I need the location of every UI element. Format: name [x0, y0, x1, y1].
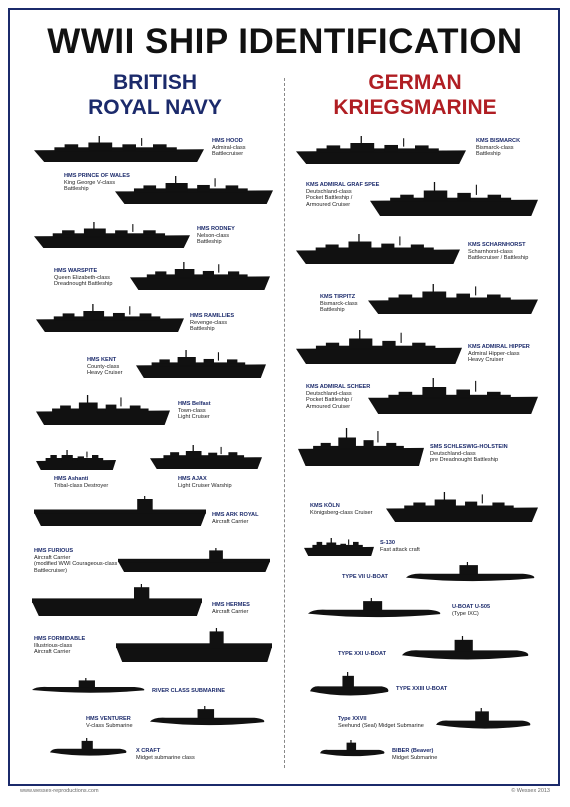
british-ship-silhouette — [36, 395, 170, 425]
ship-name: RIVER CLASS SUBMARINE — [152, 688, 226, 694]
poster-title: WWII SHIP IDENTIFICATION — [47, 22, 523, 61]
german-ship-label — [342, 574, 437, 581]
ship-class: V-class Submarine — [86, 722, 133, 729]
german-ship-label — [306, 182, 401, 208]
ship-class: Battleship — [476, 151, 501, 158]
ship-class: Illustrious-class — [34, 642, 73, 649]
ship-class: Pocket Battleship / — [306, 397, 353, 404]
german-ship-silhouette — [308, 672, 390, 704]
german-ship-label — [310, 503, 405, 516]
german-heading: GERMAN KRIEGSMARINE — [333, 71, 497, 119]
ship-name: HMS AJAX — [178, 476, 207, 482]
british-ship-label — [197, 226, 292, 246]
british-ship-label — [152, 688, 247, 695]
german-ship-label — [468, 242, 563, 262]
ship-name: KMS KÖLN — [310, 503, 340, 509]
ship-name: HMS RODNEY — [197, 226, 235, 232]
german-ship-label — [468, 344, 563, 364]
column-divider — [284, 78, 285, 768]
british-ship-silhouette — [36, 304, 184, 332]
british-ship-silhouette — [118, 548, 270, 572]
ship-class: Bismarck-class — [476, 144, 514, 151]
ship-name: TYPE XXI U-BOAT — [338, 651, 387, 657]
ship-name: TYPE XXIII U-BOAT — [396, 686, 448, 692]
british-ship-label — [34, 548, 129, 574]
ship-class: Aircraft Carrier — [212, 608, 249, 615]
ship-class: King George V-class — [64, 179, 115, 186]
british-ship-silhouette — [130, 262, 270, 290]
german-ship-label — [430, 444, 525, 464]
ship-class: Tribal-class Destroyer — [54, 482, 109, 489]
ship-class: Pocket Battleship / — [306, 195, 353, 202]
ship-class: Admiral Hipper-class — [468, 350, 520, 357]
british-ship-silhouette — [116, 628, 272, 662]
british-ship-label — [178, 401, 273, 421]
german-ship-label — [380, 540, 475, 553]
british-ship-silhouette — [34, 496, 206, 526]
ship-name: HMS HOOD — [212, 138, 243, 144]
german-ship-silhouette — [298, 428, 424, 466]
german-ship-label — [338, 651, 433, 658]
ship-class: (Type IXC) — [452, 610, 479, 617]
ship-class: Armoured Cruiser — [306, 403, 351, 410]
ship-name: HMS FURIOUS — [34, 548, 74, 554]
ship-class: Königsberg-class Cruiser — [310, 509, 373, 516]
british-ship-label — [212, 512, 307, 525]
british-ship-label — [87, 357, 182, 377]
ship-name: KMS ADMIRAL HIPPER — [468, 344, 530, 350]
ship-class: Battleship — [64, 186, 89, 193]
ship-name: SMS SCHLESWIG-HOLSTEIN — [430, 444, 508, 450]
ship-class: Battleship — [197, 239, 222, 246]
ship-class: Battlecruiser) — [34, 567, 67, 574]
ship-class: Midget Submarine — [392, 754, 438, 761]
ship-name: HMS HERMES — [212, 602, 250, 608]
ship-class: Revenge-class — [190, 319, 227, 326]
ship-name: KMS ADMIRAL GRAF SPEE — [306, 182, 380, 188]
ship-name: Type XXVII — [338, 716, 367, 722]
british-ship-label — [54, 268, 149, 288]
ship-class: Battlecruiser / Battleship — [468, 255, 529, 262]
german-ship-silhouette — [306, 598, 442, 624]
british-ship-label — [64, 173, 159, 193]
ship-name: HMS FORMIDABLE — [34, 636, 86, 642]
german-ship-silhouette — [296, 136, 466, 164]
ship-class: Deutschland-class — [306, 188, 352, 195]
german-ship-silhouette — [296, 330, 462, 364]
ship-name: U-BOAT U-505 — [452, 604, 491, 610]
german-ship-silhouette — [434, 708, 532, 736]
ship-name: HMS WARSPITE — [54, 268, 98, 274]
british-ship-label — [34, 636, 129, 656]
ship-class: Bismarck-class — [320, 300, 358, 307]
ship-class: Deutschland-class — [430, 450, 476, 457]
ship-name: KMS BISMARCK — [476, 138, 521, 144]
ship-name: X CRAFT — [136, 748, 161, 754]
german-ship-label — [392, 748, 487, 761]
british-ship-silhouette — [48, 738, 128, 762]
ship-class: Deutschland-class — [306, 390, 352, 397]
british-ship-silhouette — [32, 584, 202, 616]
ship-class: Light Cruiser Warship — [178, 482, 232, 489]
ship-class: Heavy Cruiser — [87, 370, 123, 377]
british-ship-silhouette — [34, 222, 190, 248]
ship-name: HMS RAMILLIES — [190, 313, 235, 319]
ship-name: HMS Belfast — [178, 401, 211, 407]
ship-class: Battlecruiser — [212, 151, 244, 158]
british-ship-label — [212, 602, 307, 615]
ship-class: Admiral-class — [212, 144, 246, 151]
ship-class: Town-class — [178, 407, 206, 414]
ship-class: Nelson-class — [197, 232, 230, 239]
ship-class: Dreadnought Battleship — [54, 281, 113, 288]
ship-class: Aircraft Carrier — [212, 518, 249, 525]
ship-class: Armoured Cruiser — [306, 201, 351, 208]
german-ship-label — [396, 686, 491, 693]
ship-class: County-class — [87, 363, 120, 370]
british-ship-label — [86, 716, 181, 729]
ship-name: BIBER (Beaver) — [392, 748, 434, 754]
ship-class: (modified WWI Courageous-class — [34, 561, 118, 568]
ship-class: Seehund (Seal) Midget Submarine — [338, 722, 424, 729]
german-ship-label — [306, 384, 401, 410]
german-ship-label — [452, 604, 547, 617]
ship-class: Queen Elizabeth-class — [54, 274, 110, 281]
ship-class: Fast attack craft — [380, 546, 420, 553]
german-ship-silhouette — [318, 740, 386, 762]
ship-name: TYPE VII U-BOAT — [342, 574, 388, 580]
british-ship-label — [178, 476, 273, 489]
ship-class: Aircraft Carrier — [34, 649, 71, 656]
ship-name: KMS ADMIRAL SCHEER — [306, 384, 371, 390]
footer-copyright: © Wessex 2013 — [511, 788, 550, 794]
british-ship-label — [54, 476, 149, 489]
german-ship-silhouette — [386, 492, 538, 522]
ship-class: Light Cruiser — [178, 414, 210, 421]
ship-class: pre Dreadnought Battleship — [430, 457, 499, 464]
ship-name: HMS KENT — [87, 357, 117, 363]
german-ship-label — [320, 294, 415, 314]
ship-name: KMS SCHARNHORST — [468, 242, 526, 248]
ship-name: KMS TIRPITZ — [320, 294, 356, 300]
german-ship-silhouette — [296, 234, 460, 264]
british-ship-silhouette — [150, 445, 262, 469]
british-ship-silhouette — [36, 450, 116, 470]
german-ship-silhouette — [304, 538, 374, 556]
british-ship-label — [136, 748, 231, 761]
british-ship-silhouette — [34, 136, 204, 162]
ship-class: Midget submarine class — [136, 754, 195, 761]
british-ship-label — [212, 138, 307, 158]
footer-website: www.wessex-reproductions.com — [20, 788, 99, 794]
ship-class: Battleship — [320, 307, 345, 314]
ship-name: HMS PRINCE OF WALES — [64, 173, 130, 179]
british-heading: BRITISH ROYAL NAVY — [88, 71, 222, 119]
ship-name: S-130 — [380, 540, 395, 546]
ship-class: Aircraft Carrier — [34, 554, 71, 561]
ship-name: HMS ARK ROYAL — [212, 512, 259, 518]
british-ship-silhouette — [30, 678, 146, 698]
ship-name: HMS VENTURER — [86, 716, 131, 722]
ship-name: HMS Ashanti — [54, 476, 89, 482]
ship-class: Heavy Cruiser — [468, 357, 504, 364]
ship-class: Scharnhorst-class — [468, 248, 513, 255]
british-ship-label — [190, 313, 285, 333]
ship-class: Battleship — [190, 326, 215, 333]
german-ship-label — [476, 138, 570, 158]
german-ship-label — [338, 716, 433, 729]
